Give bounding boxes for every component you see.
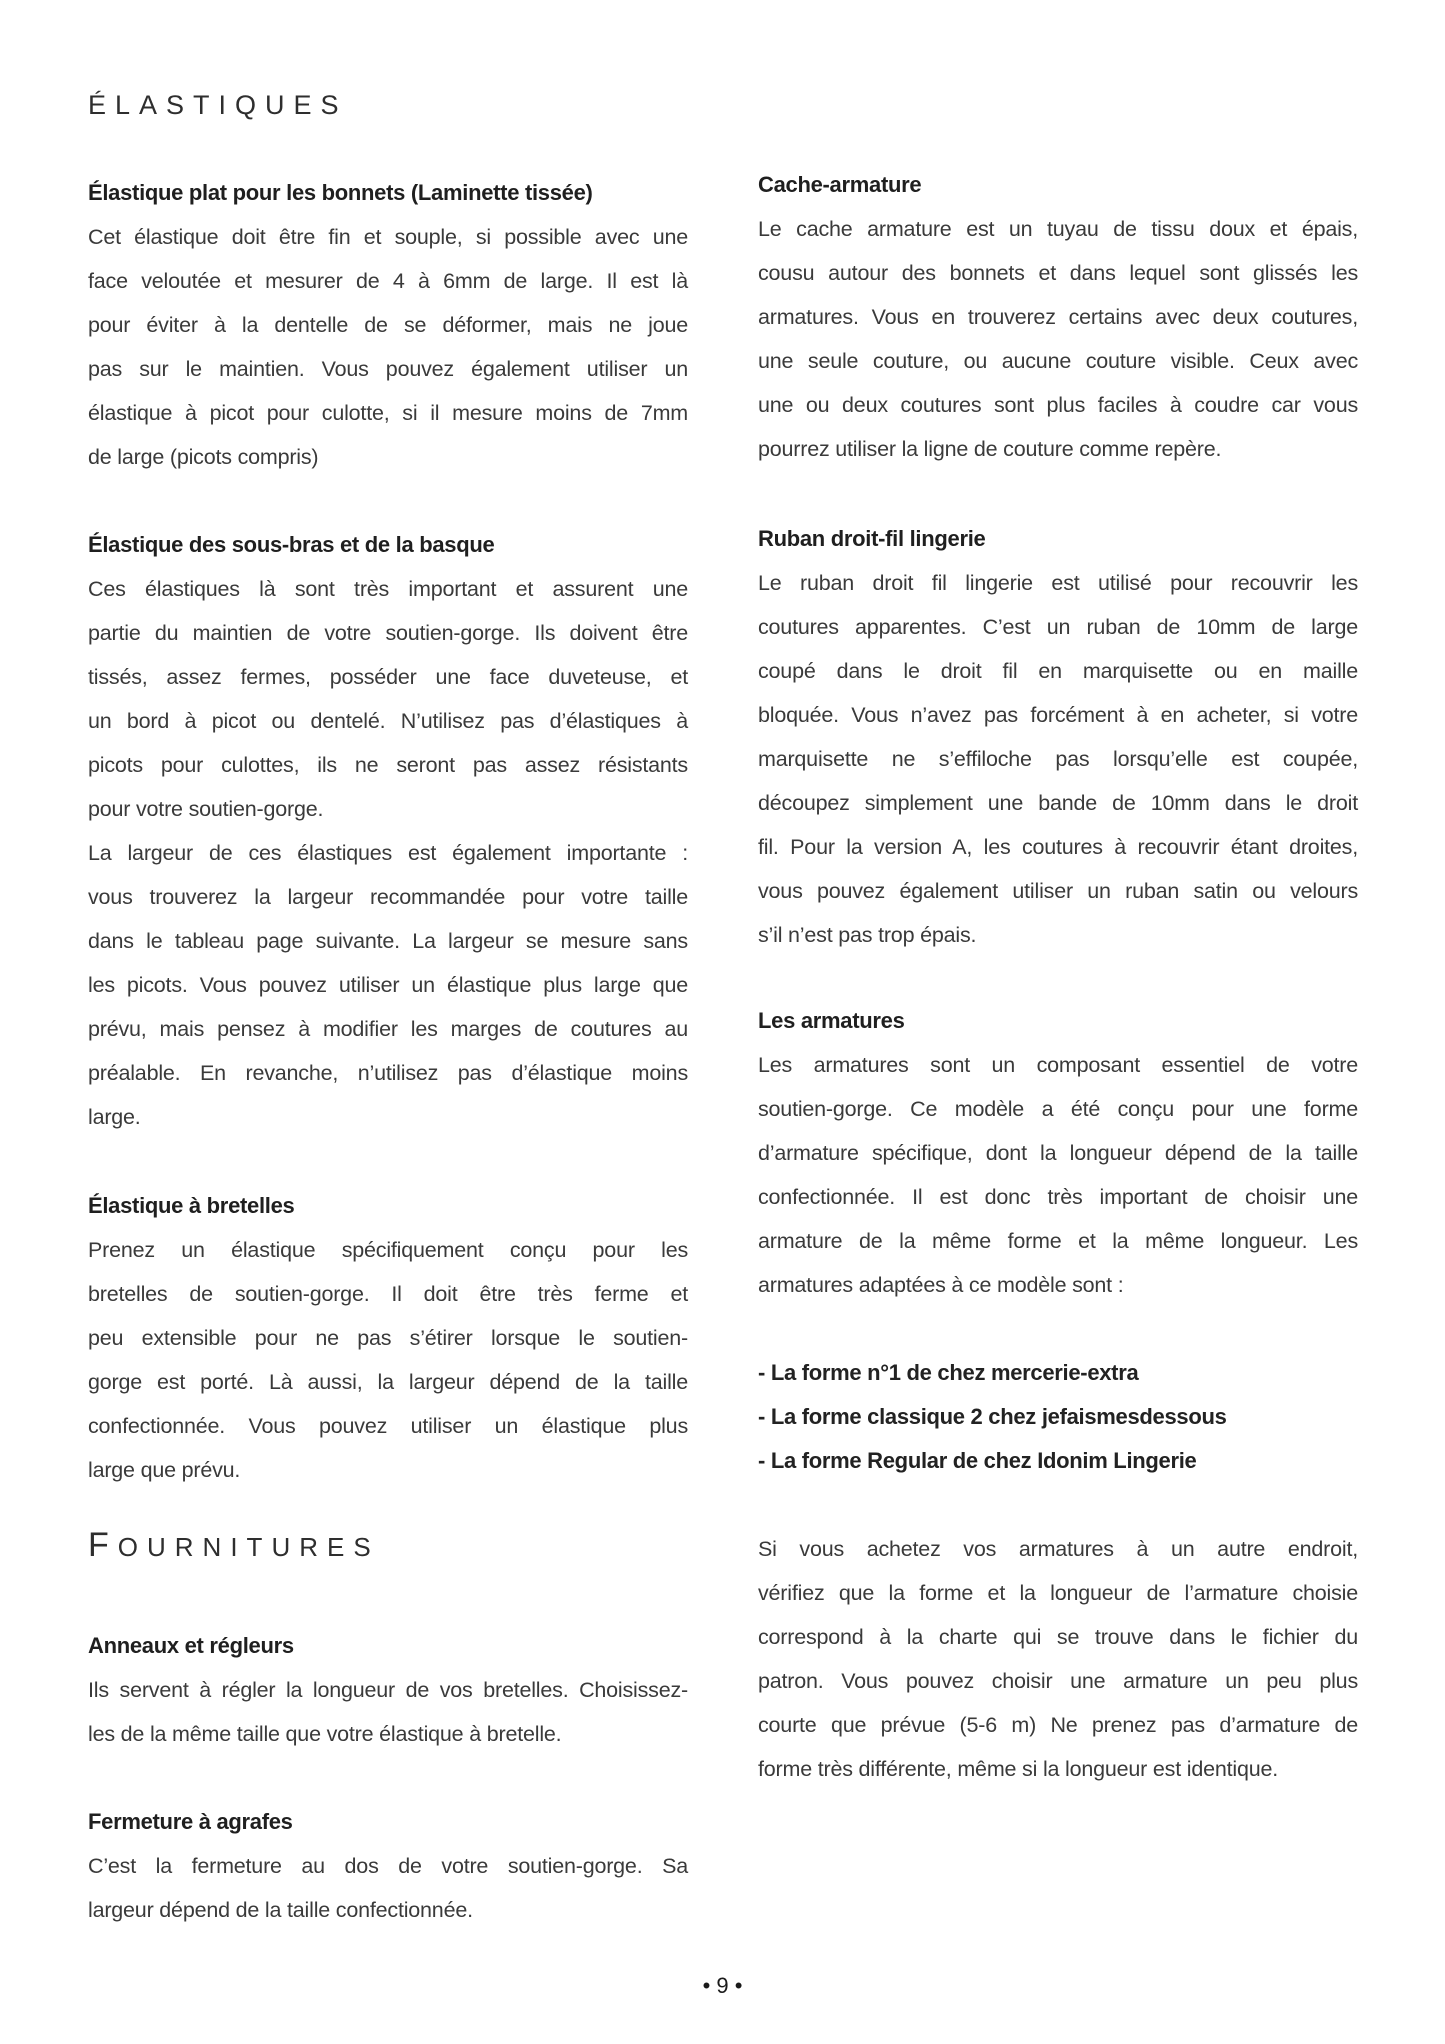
- paragraph: [758, 1043, 1358, 1307]
- text-line: peu extensible pour ne pas s’étirer lorsque le soutien-: [88, 1326, 688, 1350]
- text-line: cousu autour des bonnets et dans lequel sont glissés les: [758, 261, 1358, 285]
- text-line: armature de la même forme et la même longueur. Les: [758, 1229, 1358, 1253]
- text-line: les picots. Vous pouvez utiliser un élastique plus large que: [88, 973, 688, 997]
- text-line: coupé dans le droit fil en marquisette ou en maille: [758, 659, 1358, 683]
- paragraph: [758, 561, 1358, 957]
- text-line: picots pour culottes, ils ne seront pas assez résistants: [88, 753, 688, 777]
- text-line: pourrez utiliser la ligne de couture comme repère.: [758, 437, 1222, 461]
- text-line: fil. Pour la version A, les coutures à recouvrir étant droites,: [758, 835, 1358, 859]
- text-line: prévu, mais pensez à modifier les marges de coutures au: [88, 1017, 688, 1041]
- text-line: armatures. Vous en trouverez certains avec deux coutures,: [758, 305, 1358, 329]
- text-line: confectionnée. Vous pouvez utiliser un élastique plus: [88, 1414, 688, 1438]
- text-line: vous trouverez la largeur recommandée pour votre taille: [88, 885, 688, 909]
- text-line: soutien-gorge. Ce modèle a été conçu pour une forme: [758, 1097, 1358, 1121]
- text-line: patron. Vous pouvez choisir une armature un peu plus: [758, 1669, 1358, 1693]
- paragraph: [88, 1668, 688, 1756]
- text-line: dans le tableau page suivante. La largeur se mesure sans: [88, 929, 688, 953]
- section-title-elastiques: ÉLASTIQUES: [88, 90, 348, 120]
- text-line: pour éviter à la dentelle de se déformer, mais ne joue: [88, 313, 688, 337]
- subheading: Fermeture à agrafes: [88, 1809, 293, 1834]
- paragraph: [88, 567, 688, 1139]
- text-line: large.: [88, 1105, 141, 1129]
- text-line: Ils servent à régler la longueur de vos bretelles. Choisissez-: [88, 1678, 688, 1702]
- text-line: gorge est porté. Là aussi, la largeur dépend de la taille: [88, 1370, 688, 1394]
- text-line: confectionnée. Il est donc très important de choisir une: [758, 1185, 1358, 1209]
- text-line: de large (picots compris): [88, 445, 319, 469]
- list-item: - La forme n°1 de chez mercerie-extra: [758, 1360, 1139, 1385]
- subheading: Élastique à bretelles: [88, 1193, 295, 1218]
- text-line: les de la même taille que votre élastique à bretelle.: [88, 1722, 562, 1746]
- list-item: - La forme Regular de chez Idonim Lingerie: [758, 1448, 1197, 1473]
- text-line: une ou deux coutures sont plus faciles à coudre car vous: [758, 393, 1358, 417]
- subheading: Cache-armature: [758, 172, 922, 197]
- text-line: vous pouvez également utiliser un ruban satin ou velours: [758, 879, 1358, 903]
- block-elastique-bonnets: [88, 171, 688, 479]
- block-anneaux-regleurs: [88, 1624, 688, 1756]
- text-line: bloquée. Vous n’avez pas forcément à en acheter, si votre: [758, 703, 1358, 727]
- text-line: forme très différente, même si la longueur est identique.: [758, 1757, 1279, 1781]
- text-line: tissés, assez fermes, posséder une face duveteuse, et: [88, 665, 688, 689]
- text-line: pas sur le maintien. Vous pouvez également utiliser un: [88, 357, 688, 381]
- block-ruban-droit-fil: [758, 517, 1358, 957]
- text-line: courte que prévue (5-6 m) Ne prenez pas d’armature de: [758, 1713, 1358, 1737]
- paragraph: [758, 207, 1358, 471]
- subheading: Les armatures: [758, 1008, 905, 1033]
- text-line: coutures apparentes. C’est un ruban de 10mm de large: [758, 615, 1358, 639]
- text-line: une seule couture, ou aucune couture visible. Ceux avec: [758, 349, 1358, 373]
- armature-list: [758, 1351, 1358, 1483]
- text-line: Les armatures sont un composant essentiel de votre: [758, 1053, 1358, 1077]
- paragraph: [88, 1844, 688, 1932]
- subheading: Anneaux et régleurs: [88, 1633, 294, 1658]
- subheading: Ruban droit-fil lingerie: [758, 526, 986, 551]
- text-line: Le cache armature est un tuyau de tissu doux et épais,: [758, 217, 1358, 241]
- text-line: large que prévu.: [88, 1458, 241, 1482]
- text-line: vérifiez que la forme et la longueur de l’armature choisie: [758, 1581, 1358, 1605]
- title-initial: F: [88, 1526, 118, 1564]
- text-line: découpez simplement une bande de 10mm dans le droit: [758, 791, 1358, 815]
- paragraph: [88, 1228, 688, 1492]
- text-line: bretelles de soutien-gorge. Il doit être très ferme et: [88, 1282, 688, 1306]
- page-number: • 9 •: [702, 1973, 743, 1998]
- text-line: largeur dépend de la taille confectionnée.: [88, 1898, 473, 1922]
- text-line: pour votre soutien-gorge.: [88, 797, 324, 821]
- block-armatures: [758, 999, 1358, 1791]
- paragraph: [88, 215, 688, 479]
- block-cache-armature: [758, 163, 1358, 471]
- text-line: d’armature spécifique, dont la longueur dépend de la taille: [758, 1141, 1358, 1165]
- text-line: armatures adaptées à ce modèle sont :: [758, 1273, 1124, 1297]
- text-line: Le ruban droit fil lingerie est utilisé pour recouvrir les: [758, 571, 1358, 595]
- subheading: Élastique des sous-bras et de la basque: [88, 532, 495, 557]
- text-line: marquisette ne s’effiloche pas lorsqu’elle est coupée,: [758, 747, 1358, 771]
- block-fermeture-agrafes: [88, 1800, 688, 1932]
- paragraph: [758, 1527, 1358, 1791]
- text-line: s’il n’est pas trop épais.: [758, 923, 977, 947]
- text-line: Prenez un élastique spécifiquement conçu pour les: [88, 1238, 688, 1262]
- spacer: [758, 1483, 1358, 1527]
- text-line: C’est la fermeture au dos de votre soutien-gorge. Sa: [88, 1854, 688, 1878]
- block-elastique-bretelles: [88, 1184, 688, 1492]
- block-elastique-sous-bras: [88, 523, 688, 1139]
- text-line: Cet élastique doit être fin et souple, si possible avec une: [88, 225, 688, 249]
- spacer: [758, 1307, 1358, 1351]
- text-line: face veloutée et mesurer de 4 à 6mm de large. Il est là: [88, 269, 688, 293]
- text-line: partie du maintien de votre soutien-gorge. Ils doivent être: [88, 621, 688, 645]
- text-line: La largeur de ces élastiques est également importante :: [88, 841, 688, 865]
- text-line: Si vous achetez vos armatures à un autre endroit,: [758, 1537, 1358, 1561]
- title-rest: OURNITURES: [117, 1532, 380, 1562]
- section-title-fournitures: [88, 1528, 380, 1562]
- text-line: correspond à la charte qui se trouve dans le fichier du: [758, 1625, 1358, 1649]
- text-line: un bord à picot ou dentelé. N’utilisez pas d’élastiques à: [88, 709, 688, 733]
- text-line: élastique à picot pour culotte, si il mesure moins de 7mm: [88, 401, 688, 425]
- text-line: préalable. En revanche, n’utilisez pas d’élastique moins: [88, 1061, 688, 1085]
- subheading: Élastique plat pour les bonnets (Laminette tissée): [88, 180, 593, 205]
- text-line: Ces élastiques là sont très important et assurent une: [88, 577, 688, 601]
- list-item: - La forme classique 2 chez jefaismesdessous: [758, 1404, 1227, 1429]
